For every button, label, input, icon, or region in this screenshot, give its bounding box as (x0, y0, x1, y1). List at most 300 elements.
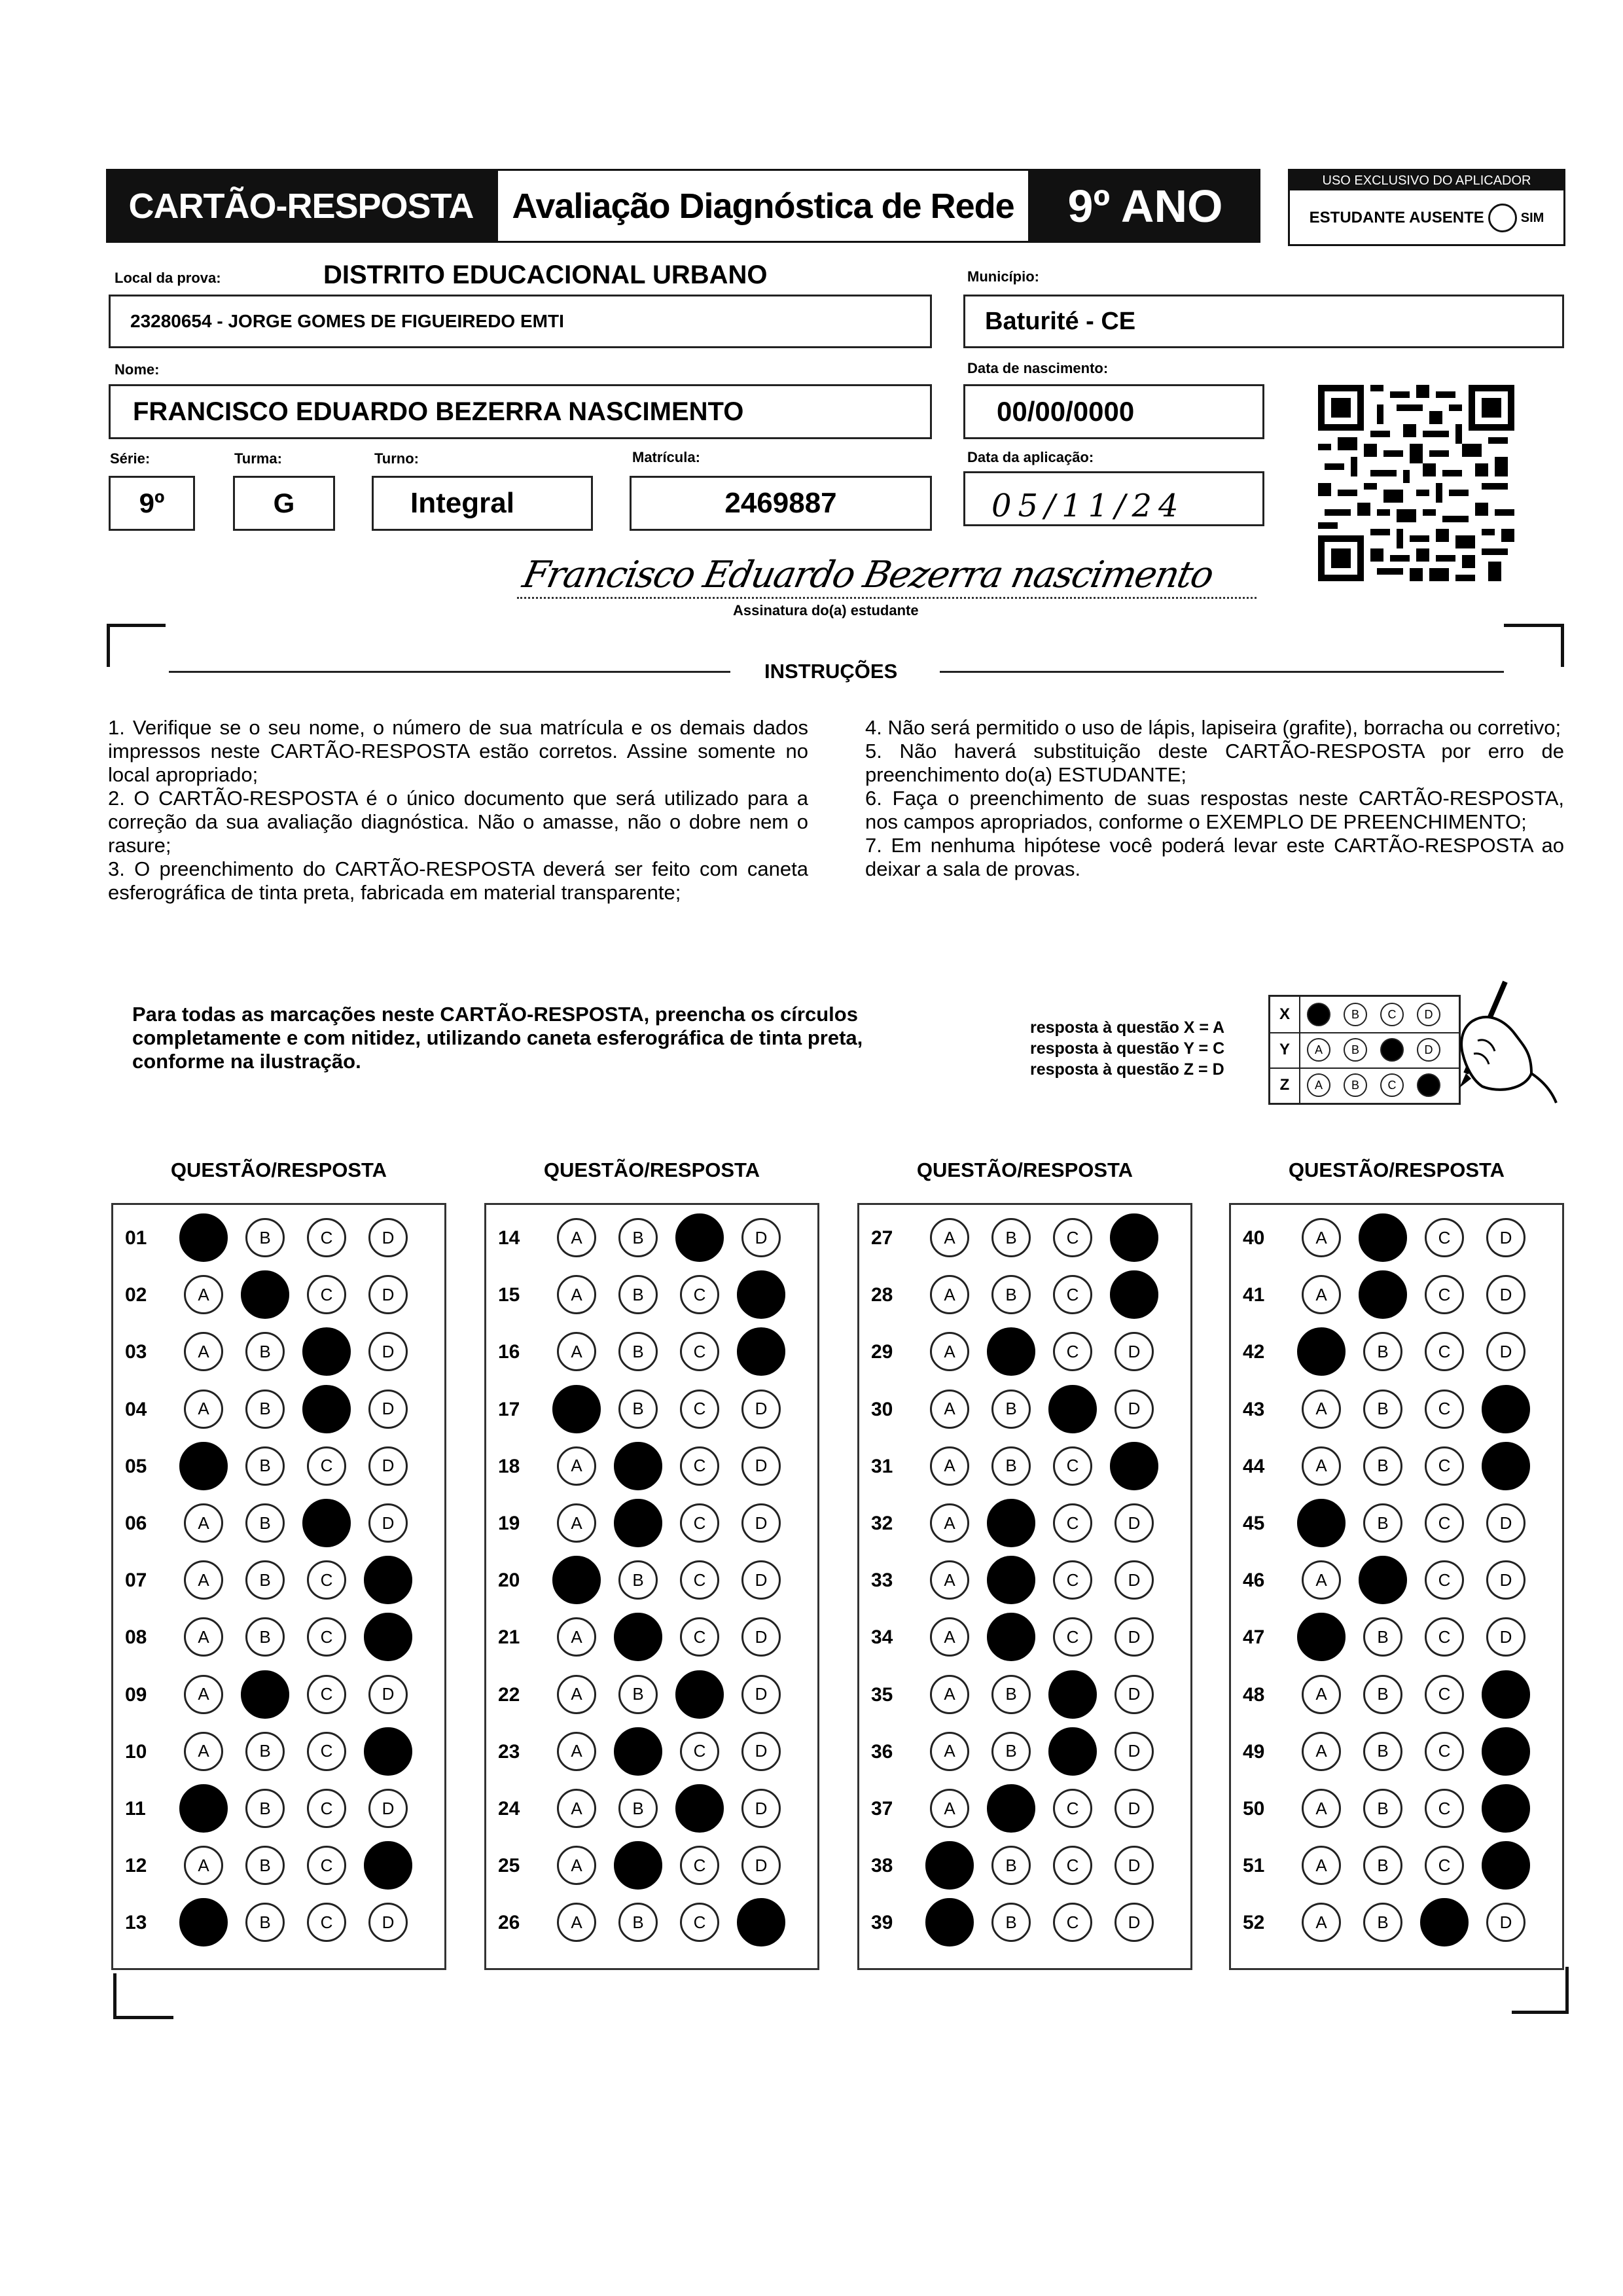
card-title (106, 169, 496, 243)
question-number: 29 (871, 1341, 893, 1363)
example-bubble-a: A (1307, 1073, 1330, 1097)
local-label: Local da prova: (115, 270, 221, 286)
bubble-option-b[interactable]: B (991, 1390, 1031, 1429)
bubble-option-c[interactable]: C (1425, 1617, 1464, 1657)
example-row-label: X (1270, 997, 1300, 1032)
question-row (486, 1609, 817, 1666)
nome-label: Nome: (115, 361, 160, 378)
bubble-option-d[interactable]: D (741, 1846, 781, 1885)
question-number: 05 (125, 1455, 147, 1477)
question-number: 28 (871, 1284, 893, 1306)
question-number: 36 (871, 1740, 893, 1763)
bubble-option-b[interactable]: B (1363, 1846, 1402, 1885)
bubble-option-a[interactable]: A (1302, 1446, 1341, 1486)
question-row (113, 1324, 444, 1381)
bubble-option-d[interactable]: D (1486, 1617, 1525, 1657)
bubble-option-c[interactable]: C (1053, 1789, 1092, 1828)
bubble-option-a[interactable]: A (557, 1446, 596, 1486)
bubble-option-a[interactable]: A (557, 1789, 596, 1828)
bubble-option-d[interactable]: D (741, 1789, 781, 1828)
instruction-1: 1. Verifique se o seu nome, o número de sua matrícula e os demais dados impressos neste CARTÃO-RESPOSTA estão corretos. Assine somente no local apropriado; (108, 716, 808, 786)
bubble-option-d[interactable] (1482, 1442, 1530, 1490)
bubble-option-b[interactable]: B (245, 1617, 285, 1657)
bubble-option-b[interactable] (241, 1670, 289, 1719)
nascimento-value: 00/00/0000 (997, 396, 1135, 427)
bubble-option-b[interactable]: B (991, 1275, 1031, 1314)
question-row (113, 1724, 444, 1781)
bubble-option-a[interactable]: A (557, 1218, 596, 1257)
card-subtitle-text: Avaliação Diagnóstica de Rede (512, 186, 1014, 226)
bubble-option-b[interactable]: B (245, 1332, 285, 1371)
question-row (113, 1210, 444, 1267)
question-number: 16 (498, 1341, 520, 1363)
bubble-option-a[interactable]: A (184, 1503, 223, 1543)
bubble-option-b[interactable]: B (1363, 1390, 1402, 1429)
bubble-option-b[interactable] (1359, 1270, 1407, 1319)
bubble-option-d[interactable]: D (741, 1560, 781, 1600)
bubble-option-b[interactable]: B (1363, 1332, 1402, 1371)
bubble-option-b[interactable]: B (618, 1903, 658, 1942)
bubble-option-d[interactable]: D (741, 1675, 781, 1714)
question-number: 46 (1243, 1570, 1265, 1592)
bubble-option-c[interactable]: C (1425, 1675, 1464, 1714)
bubble-option-c[interactable] (302, 1385, 351, 1433)
bubble-option-d[interactable]: D (368, 1789, 408, 1828)
bubble-option-d[interactable]: D (1115, 1503, 1154, 1543)
bubble-option-c[interactable]: C (307, 1218, 346, 1257)
bubble-option-c[interactable]: C (1053, 1275, 1092, 1314)
bubble-option-c[interactable]: C (1053, 1617, 1092, 1657)
bubble-option-d[interactable]: D (368, 1390, 408, 1429)
bubble-option-a[interactable]: A (557, 1503, 596, 1543)
bubble-option-c[interactable]: C (1425, 1732, 1464, 1771)
bubble-option-b[interactable]: B (618, 1275, 658, 1314)
question-number: 04 (125, 1398, 147, 1420)
serie-label: Série: (110, 450, 151, 467)
question-number: 08 (125, 1626, 147, 1649)
bubble-option-c[interactable]: C (1053, 1903, 1092, 1942)
question-number: 35 (871, 1683, 893, 1706)
bubble-option-d[interactable] (1482, 1784, 1530, 1833)
bubble-option-d[interactable]: D (1486, 1503, 1525, 1543)
bubble-option-c[interactable] (1048, 1385, 1097, 1433)
bubble-option-c[interactable]: C (307, 1789, 346, 1828)
bubble-option-d[interactable]: D (1486, 1560, 1525, 1600)
bubble-option-a[interactable] (179, 1442, 228, 1490)
bubble-option-d[interactable]: D (1115, 1732, 1154, 1771)
bubble-option-b[interactable] (987, 1613, 1035, 1661)
bubble-option-c[interactable] (1420, 1898, 1469, 1946)
bubble-option-b[interactable] (614, 1613, 662, 1661)
bubble-option-b[interactable] (987, 1327, 1035, 1376)
question-number: 45 (1243, 1513, 1265, 1534)
bubble-option-c[interactable]: C (680, 1846, 719, 1885)
turma-field (233, 476, 335, 531)
bubble-option-c[interactable] (302, 1327, 351, 1376)
bubble-option-a[interactable]: A (930, 1446, 969, 1486)
bubble-option-d[interactable] (1110, 1213, 1158, 1262)
bubble-option-a[interactable]: A (930, 1560, 969, 1600)
question-number: 42 (1243, 1341, 1265, 1363)
question-row (486, 1552, 817, 1609)
bubble-option-a[interactable] (179, 1898, 228, 1946)
instruction-5: 5. Não haverá substituição deste CARTÃO-RESPOSTA por erro de preenchimento do(a) ESTUDANTE; (865, 740, 1564, 786)
bubble-option-c[interactable]: C (680, 1332, 719, 1371)
corner-bottom-left-h (113, 2016, 173, 2019)
bubble-option-a[interactable]: A (1302, 1218, 1341, 1257)
question-number: 17 (498, 1398, 520, 1420)
bubble-option-c[interactable]: C (1053, 1332, 1092, 1371)
bubble-option-a[interactable]: A (930, 1218, 969, 1257)
matricula-field (630, 476, 932, 531)
bubble-option-d[interactable]: D (1486, 1218, 1525, 1257)
bubble-option-c[interactable]: C (307, 1446, 346, 1486)
bubble-option-b[interactable]: B (245, 1560, 285, 1600)
bubble-option-b[interactable] (987, 1556, 1035, 1604)
bubble-option-b[interactable] (614, 1841, 662, 1890)
bubble-option-d[interactable]: D (368, 1675, 408, 1714)
bubble-option-a[interactable] (179, 1784, 228, 1833)
bubble-option-c[interactable]: C (1053, 1503, 1092, 1543)
question-row (113, 1267, 444, 1324)
bubble-option-b[interactable]: B (245, 1903, 285, 1942)
nascimento-label: Data de nascimento: (967, 360, 1109, 376)
bubble-option-c[interactable]: C (307, 1675, 346, 1714)
question-number: 25 (498, 1855, 520, 1877)
bubble-option-d[interactable] (1482, 1670, 1530, 1719)
question-number: 39 (871, 1912, 893, 1934)
municipio-value: Baturité - CE (985, 307, 1136, 335)
bubble-option-d[interactable]: D (368, 1903, 408, 1942)
bubble-option-b[interactable] (987, 1499, 1035, 1547)
bubble-option-c[interactable] (1048, 1670, 1097, 1719)
question-number: 30 (871, 1398, 893, 1420)
bubble-option-b[interactable] (1359, 1213, 1407, 1262)
bubble-option-a[interactable]: A (1302, 1390, 1341, 1429)
bubble-option-b[interactable] (614, 1499, 662, 1547)
signature-line (517, 597, 1257, 599)
bubble-option-a[interactable]: A (184, 1390, 223, 1429)
bubble-option-c[interactable]: C (1053, 1218, 1092, 1257)
question-row (859, 1609, 1190, 1666)
bubble-option-a[interactable]: A (184, 1732, 223, 1771)
bubble-option-a[interactable] (925, 1841, 974, 1890)
bubble-option-c[interactable]: C (680, 1390, 719, 1429)
bubble-option-b[interactable]: B (991, 1675, 1031, 1714)
bubble-option-a[interactable]: A (1302, 1903, 1341, 1942)
bubble-option-a[interactable]: A (1302, 1275, 1341, 1314)
bubble-option-a[interactable]: A (184, 1675, 223, 1714)
bubble-option-b[interactable]: B (245, 1503, 285, 1543)
bubble-option-c[interactable]: C (1425, 1332, 1464, 1371)
bubble-option-a[interactable]: A (184, 1332, 223, 1371)
bubble-option-a[interactable]: A (184, 1275, 223, 1314)
bubble-option-b[interactable]: B (618, 1675, 658, 1714)
bubble-option-a[interactable]: A (930, 1732, 969, 1771)
question-row (1231, 1724, 1562, 1781)
bubble-option-b[interactable] (1359, 1556, 1407, 1604)
bubble-option-a[interactable]: A (1302, 1560, 1341, 1600)
aplicacao-label: Data da aplicação: (967, 449, 1094, 465)
bubble-option-d[interactable] (364, 1556, 412, 1604)
bubble-option-d[interactable]: D (741, 1503, 781, 1543)
bubble-option-d[interactable] (1110, 1442, 1158, 1490)
column-title: QUESTÃO/RESPOSTA (543, 1158, 760, 1181)
example-bubble-b: B (1344, 1073, 1367, 1097)
bubble-option-a[interactable] (179, 1213, 228, 1262)
bubble-option-b[interactable]: B (1363, 1675, 1402, 1714)
bubble-option-d[interactable] (364, 1613, 412, 1661)
bubble-option-d[interactable] (737, 1327, 785, 1376)
bubble-option-b[interactable]: B (245, 1732, 285, 1771)
ausente-label: ESTUDANTE AUSENTE (1309, 209, 1484, 226)
bubble-option-a[interactable]: A (930, 1617, 969, 1657)
bubble-option-d[interactable]: D (741, 1446, 781, 1486)
question-row (1231, 1781, 1562, 1838)
bubble-option-c[interactable]: C (680, 1617, 719, 1657)
question-number: 12 (125, 1855, 147, 1877)
bubble-option-c[interactable]: C (307, 1846, 346, 1885)
bubble-option-c[interactable]: C (680, 1732, 719, 1771)
instruction-6: 6. Faça o preenchimento de suas respostas neste CARTÃO-RESPOSTA, nos campos apropriados, conforme o EXEMPLO DE PREENCHIMENTO; (865, 787, 1564, 833)
bubble-option-b[interactable] (614, 1727, 662, 1776)
legend-z: resposta à questão Z = D (1030, 1060, 1224, 1079)
question-row (113, 1781, 444, 1838)
bubble-option-a[interactable]: A (184, 1846, 223, 1885)
bubble-option-d[interactable]: D (741, 1390, 781, 1429)
bubble-option-a[interactable]: A (557, 1675, 596, 1714)
bubble-option-a[interactable]: A (557, 1617, 596, 1657)
bubble-option-b[interactable]: B (991, 1732, 1031, 1771)
bubble-option-d[interactable]: D (1486, 1903, 1525, 1942)
bubble-option-a[interactable]: A (557, 1275, 596, 1314)
bubble-option-a[interactable] (552, 1556, 601, 1604)
bubble-option-d[interactable] (364, 1727, 412, 1776)
bubble-option-c[interactable]: C (1425, 1789, 1464, 1828)
example-bubble-d: D (1417, 1038, 1440, 1062)
instruction-2: 2. O CARTÃO-RESPOSTA é o único documento que será utilizado para a correção da sua avaliação diagnóstica. Não o amasse, não o dobre nem o rasure; (108, 787, 808, 857)
bubble-option-d[interactable] (737, 1898, 785, 1946)
nome-field (109, 384, 932, 439)
serie-value: 9º (139, 488, 165, 518)
bubble-option-d[interactable]: D (1115, 1332, 1154, 1371)
bubble-option-b[interactable]: B (245, 1446, 285, 1486)
bubble-option-b[interactable]: B (618, 1332, 658, 1371)
bubble-option-b[interactable]: B (1363, 1617, 1402, 1657)
question-number: 41 (1243, 1284, 1265, 1306)
bubble-option-c[interactable]: C (307, 1275, 346, 1314)
bubble-option-d[interactable] (1482, 1727, 1530, 1776)
bubble-option-c[interactable] (675, 1670, 724, 1719)
bubble-option-b[interactable] (241, 1270, 289, 1319)
bubble-option-c[interactable]: C (1425, 1503, 1464, 1543)
corner-bottom-right-v (1565, 1967, 1569, 2014)
bubble-option-d[interactable]: D (741, 1617, 781, 1657)
bubble-option-d[interactable]: D (368, 1503, 408, 1543)
example-text: Para todas as marcações neste CARTÃO-RESPOSTA, preencha os círculos completamente e com nitidez, utilizando caneta esferográfica de tinta preta, conforme na ilustração. (132, 1003, 863, 1073)
question-row (859, 1552, 1190, 1609)
bubble-option-d[interactable]: D (741, 1732, 781, 1771)
bubble-option-d[interactable] (1110, 1270, 1158, 1319)
bubble-option-b[interactable] (987, 1784, 1035, 1833)
bubble-option-b[interactable]: B (245, 1390, 285, 1429)
aplicador-title: USO EXCLUSIVO DO APLICADOR (1290, 171, 1563, 190)
question-row (1231, 1609, 1562, 1666)
bubble-option-a[interactable]: A (930, 1332, 969, 1371)
bubble-option-a[interactable]: A (930, 1675, 969, 1714)
bubble-option-b[interactable]: B (1363, 1903, 1402, 1942)
bubble-option-c[interactable]: C (1425, 1846, 1464, 1885)
turma-label: Turma: (234, 450, 282, 467)
bubble-option-a[interactable]: A (1302, 1789, 1341, 1828)
bubble-option-d[interactable]: D (1115, 1903, 1154, 1942)
instruction-3: 3. O preenchimento do CARTÃO-RESPOSTA deverá ser feito com caneta esferográfica de tinta preta, fabricada em material transparente; (108, 857, 808, 904)
bubble-option-b[interactable]: B (618, 1218, 658, 1257)
question-row (1231, 1439, 1562, 1496)
bubble-option-c[interactable]: C (307, 1560, 346, 1600)
question-number: 48 (1243, 1683, 1265, 1706)
bubble-option-a[interactable]: A (557, 1846, 596, 1885)
example-row-label: Y (1270, 1032, 1300, 1067)
bubble-option-a[interactable] (1297, 1499, 1346, 1547)
bubble-option-a[interactable] (552, 1385, 601, 1433)
bubble-option-c[interactable]: C (1053, 1446, 1092, 1486)
bubble-option-c[interactable]: C (680, 1903, 719, 1942)
bubble-option-d[interactable]: D (1115, 1617, 1154, 1657)
bubble-option-d[interactable]: D (1486, 1275, 1525, 1314)
bubble-option-c[interactable]: C (680, 1503, 719, 1543)
bubble-option-c[interactable] (1048, 1727, 1097, 1776)
bubble-option-d[interactable]: D (368, 1275, 408, 1314)
bubble-option-a[interactable]: A (557, 1332, 596, 1371)
ausente-checkbox[interactable] (1488, 204, 1517, 232)
bubble-option-a[interactable]: A (184, 1560, 223, 1600)
bubble-option-a[interactable]: A (930, 1275, 969, 1314)
matricula-label: Matrícula: (632, 449, 700, 465)
bubble-option-d[interactable]: D (1115, 1390, 1154, 1429)
bubble-option-d[interactable]: D (1486, 1332, 1525, 1371)
bubble-option-b[interactable] (614, 1442, 662, 1490)
example-row-label: Z (1270, 1067, 1300, 1103)
question-number: 11 (125, 1798, 146, 1820)
bubble-option-b[interactable]: B (618, 1390, 658, 1429)
bubble-option-b[interactable]: B (1363, 1789, 1402, 1828)
bubble-option-b[interactable]: B (1363, 1732, 1402, 1771)
bubble-option-c[interactable]: C (680, 1560, 719, 1600)
bubble-option-c[interactable]: C (680, 1446, 719, 1486)
matricula-value: 2469887 (724, 487, 837, 519)
question-row (1231, 1267, 1562, 1324)
bubble-option-c[interactable]: C (307, 1617, 346, 1657)
question-row (113, 1552, 444, 1609)
bubble-option-c[interactable]: C (307, 1903, 346, 1942)
municipio-field (963, 295, 1564, 348)
question-row (859, 1496, 1190, 1552)
bubble-option-d[interactable] (1482, 1841, 1530, 1890)
bubble-option-a[interactable] (1297, 1613, 1346, 1661)
bubble-option-b[interactable]: B (991, 1446, 1031, 1486)
bubble-option-b[interactable]: B (245, 1789, 285, 1828)
bubble-option-a[interactable]: A (930, 1503, 969, 1543)
bubble-option-c[interactable]: C (1425, 1390, 1464, 1429)
turno-value: Integral (410, 487, 514, 519)
question-row (486, 1267, 817, 1324)
instructions-rule-right (940, 671, 1504, 673)
column-title: QUESTÃO/RESPOSTA (916, 1158, 1133, 1181)
bubble-option-a[interactable]: A (557, 1732, 596, 1771)
bubble-option-d[interactable]: D (368, 1446, 408, 1486)
question-number: 24 (498, 1798, 520, 1820)
bubble-option-c[interactable] (675, 1784, 724, 1833)
bubble-option-d[interactable] (364, 1841, 412, 1890)
question-row (1231, 1496, 1562, 1552)
bubble-option-c[interactable] (302, 1499, 351, 1547)
bubble-option-b[interactable]: B (618, 1560, 658, 1600)
bubble-option-c[interactable]: C (1053, 1846, 1092, 1885)
bubble-option-b[interactable]: B (1363, 1446, 1402, 1486)
bubble-option-a[interactable]: A (1302, 1675, 1341, 1714)
bubble-option-c[interactable]: C (1425, 1446, 1464, 1486)
bubble-option-d[interactable] (737, 1270, 785, 1319)
bubble-option-a[interactable]: A (1302, 1732, 1341, 1771)
bubble-option-b[interactable]: B (991, 1846, 1031, 1885)
turno-field (372, 476, 593, 531)
bubble-option-c[interactable] (675, 1213, 724, 1262)
bubble-option-a[interactable]: A (1302, 1846, 1341, 1885)
bubble-option-a[interactable] (925, 1898, 974, 1946)
bubble-option-a[interactable] (1297, 1327, 1346, 1376)
signature: Francisco Eduardo Bezerra nascimento (519, 554, 1217, 596)
question-row (859, 1667, 1190, 1724)
corner-top-right-h (1504, 624, 1564, 627)
question-number: 07 (125, 1570, 147, 1592)
bubble-option-d[interactable]: D (368, 1218, 408, 1257)
instructions-rule-left (169, 671, 730, 673)
bubble-option-b[interactable]: B (245, 1846, 285, 1885)
question-number: 33 (871, 1570, 893, 1592)
bubble-option-b[interactable]: B (1363, 1503, 1402, 1543)
local-value: DISTRITO EDUCACIONAL URBANO (323, 260, 768, 289)
bubble-option-c[interactable]: C (1425, 1275, 1464, 1314)
bubble-option-d[interactable]: D (1115, 1560, 1154, 1600)
bubble-option-b[interactable]: B (618, 1789, 658, 1828)
bubble-option-d[interactable]: D (1115, 1675, 1154, 1714)
bubble-option-a[interactable]: A (930, 1789, 969, 1828)
bubble-option-c[interactable]: C (1425, 1560, 1464, 1600)
bubble-option-d[interactable]: D (1115, 1789, 1154, 1828)
bubble-option-c[interactable]: C (680, 1275, 719, 1314)
bubble-option-c[interactable]: C (1425, 1218, 1464, 1257)
bubble-option-d[interactable]: D (1115, 1846, 1154, 1885)
example-bubble-a: A (1307, 1038, 1330, 1062)
question-number: 50 (1243, 1798, 1265, 1820)
bubble-option-a[interactable]: A (930, 1390, 969, 1429)
question-number: 23 (498, 1740, 520, 1763)
question-row (113, 1895, 444, 1952)
bubble-option-d[interactable]: D (368, 1332, 408, 1371)
bubble-option-b[interactable]: B (245, 1218, 285, 1257)
bubble-option-c[interactable]: C (307, 1732, 346, 1771)
bubble-option-c[interactable]: C (1053, 1560, 1092, 1600)
question-number: 19 (498, 1513, 520, 1534)
question-number: 26 (498, 1912, 520, 1934)
bubble-option-d[interactable] (1482, 1385, 1530, 1433)
bubble-option-b[interactable]: B (991, 1903, 1031, 1942)
bubble-option-d[interactable]: D (741, 1218, 781, 1257)
bubble-option-b[interactable]: B (991, 1218, 1031, 1257)
bubble-option-a[interactable]: A (557, 1903, 596, 1942)
bubble-option-a[interactable]: A (184, 1617, 223, 1657)
